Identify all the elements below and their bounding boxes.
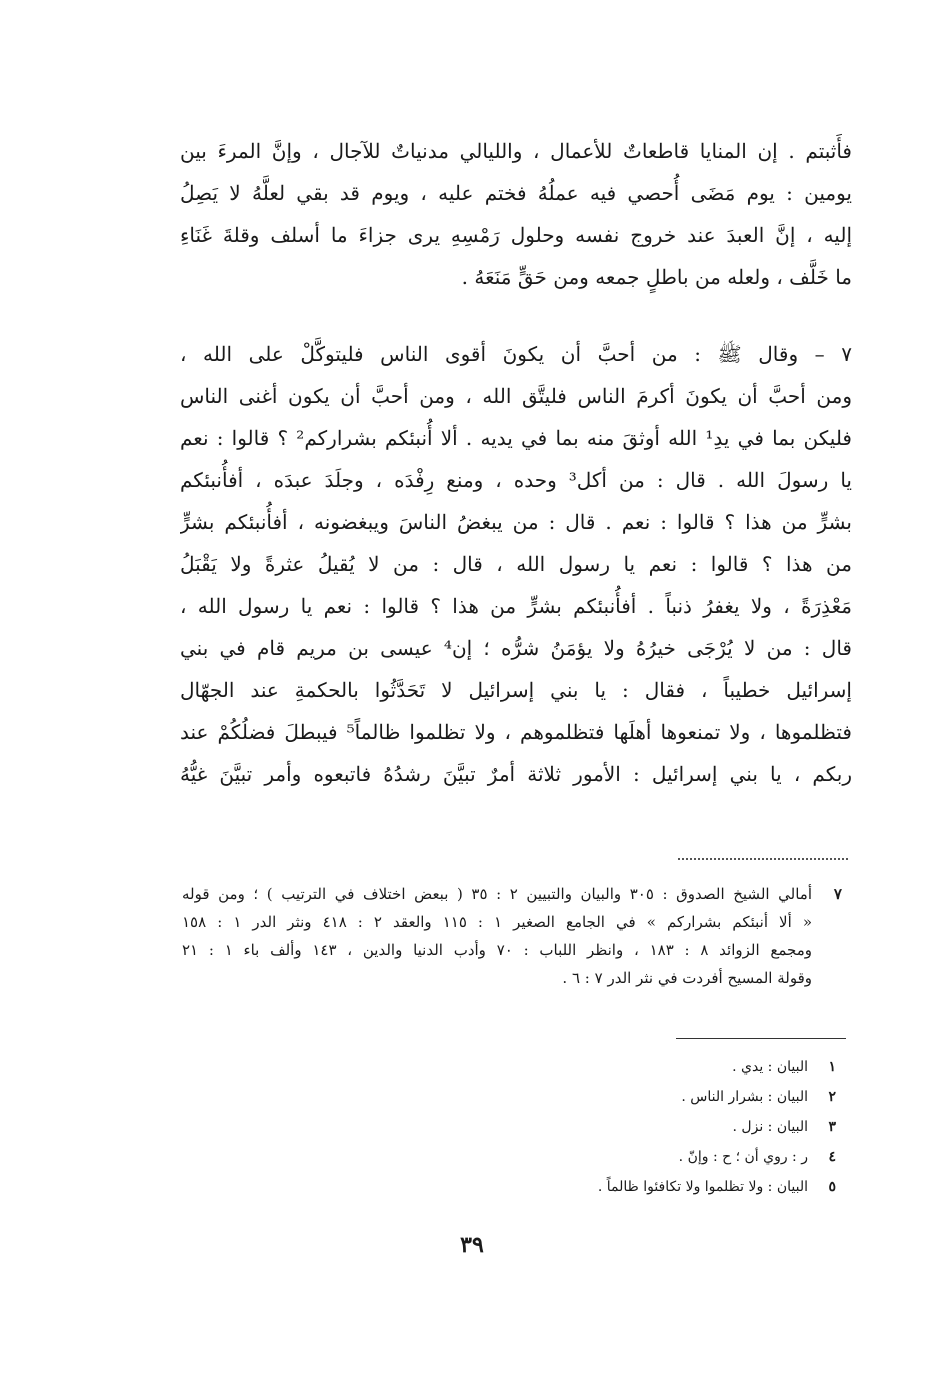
text-line: فليكن بما في يدِ¹ الله أوثقَ منه بما في يديه . ألا أُنبئكم بشراركم² ؟ قالوا : نعم — [180, 426, 852, 450]
text-line: فأَثبتم . إن المنايا قاطعاتٌ للأعمال ، والليالي مدنياتٌ للآجال ، وإنَّ المرءَ بين — [180, 139, 852, 163]
source-note-number: ٧ — [833, 885, 842, 903]
source-note-line: « ألا أنبئكم بشراركم » في الجامع الصغير ١ : ١١٥ والعقد ٢ : ٤١٨ ونثر الدر ١ : ١٥٨ — [182, 913, 812, 931]
footnote-number: ١ — [828, 1059, 836, 1075]
footnote-item — [436, 1082, 836, 1112]
footnote-number: ٣ — [828, 1119, 836, 1135]
paragraph-2 — [180, 333, 852, 795]
footnote-item — [436, 1112, 836, 1142]
footnote-item — [436, 1142, 836, 1172]
source-note — [182, 880, 842, 992]
source-note-line — [182, 880, 842, 908]
footnote-text: البيان : بشرار الناس . — [681, 1089, 808, 1105]
source-note-text: أمالي الشيخ الصدوق : ٣٠٥ والبيان والتبيين ٢ : ٣٥ ( ببعض اختلاف في الترتيب ) ؛ ومن قوله — [182, 885, 812, 903]
footnote-number: ٤ — [828, 1149, 836, 1165]
footnote-number: ٢ — [828, 1089, 836, 1105]
text-line: مَعْذِرَةً ، ولا يغفرُ ذنباً . أفأُنبئكم بشرٍّ من هذا ؟ قالوا : نعم يا رسول الله ، — [180, 594, 852, 618]
dotted-divider — [678, 858, 848, 860]
page-number: ٣٩ — [460, 1232, 484, 1258]
text-line: ما خَلَّف ، ولعله من باطلٍ جمعه ومن حَقٍّ مَنَعَهُ . — [461, 265, 852, 289]
text-line: إليه ، إنَّ العبدَ عند خروج نفسه وحلول رَمْسِهِ يرى جزاءَ ما أسلف وقلةَ غَنَاءِ — [180, 223, 852, 247]
footnote-text: البيان : ولا تظلموا ولا تكافئوا ظالماً . — [597, 1179, 808, 1195]
footnote-text: ر : روي أن ؛ ح : وإنّ . — [678, 1149, 808, 1165]
footnote-item — [436, 1172, 836, 1202]
text-line: ٧ – وقال ﷺ : من أحبَّ أن يكونَ أقوى الناس فليتوكَّلْ على الله ، — [180, 342, 852, 366]
text-line: إسرائيل خطيباً ، فقال : يا بني إسرائيل لا تَحَدَّثُوا بالحكمةِ عند الجهّال — [180, 678, 852, 702]
text-line: يا رسولَ الله . قال : من أكل³ وحده ، ومنع رِفْدَه ، وجلَدَ عبدَه ، أفأُنبئكم — [180, 468, 852, 492]
source-note-line: ومجمع الزوائد ٨ : ١٨٣ ، وانظر اللباب : ٧٠ وأدب الدنيا والدين ، ١٤٣ وألف باء ١ : ٢١ — [182, 941, 812, 959]
text-line: من هذا ؟ قالوا : نعم يا رسول الله ، قال : من لا يُقيلُ عثرةً ولا يَقْبَلُ — [180, 552, 852, 576]
footnote-item — [436, 1052, 836, 1082]
footnote-text: البيان : نزل . — [732, 1119, 808, 1135]
text-line: ربكم ، يا بني إسرائيل : الأمور ثلاثة أمرٌ تبيَّنَ رشدُهُ فاتبعوه وأمر تبيَّنَ غيُّهُ — [180, 762, 852, 786]
paragraph-1 — [180, 130, 852, 298]
footnotes — [436, 1052, 836, 1202]
text-line: قال : من لا يُرْجَى خيرُهُ ولا يؤمَنُ شرُّه ؛ إن⁴ عيسى بن مريم قام في بني — [180, 636, 852, 660]
text-line: ومن أحبَّ أن يكونَ أكرمَ الناس فليتَّق الله ، ومن أحبَّ أن يكون أغنى الناس — [180, 384, 852, 408]
footnote-number: ٥ — [828, 1179, 836, 1195]
text-line: فتظلموها ، ولا تمنعوها أهلَها فتظلموهم ، ولا تظلموا ظالماً⁵ فيبطلَ فضلُكُمْ عند — [180, 720, 852, 744]
text-line: يومين : يوم مَضَى أُحصي فيه عملُهُ فختم عليه ، ويوم قد بقي لعلَّهُ لا يَصِلُ — [180, 181, 852, 205]
footnote-text: البيان : يدي . — [732, 1059, 808, 1075]
text-line: بشرٍّ من هذا ؟ قالوا : نعم . قال : من يبغضُ الناسَ ويبغضونه ، أفأُنبئكم بشرٍّ — [180, 510, 852, 534]
source-note-line: وقولة المسيح أفردت في نثر الدر ٧ : ٦ . — [562, 969, 812, 987]
footnote-divider — [676, 1038, 846, 1039]
